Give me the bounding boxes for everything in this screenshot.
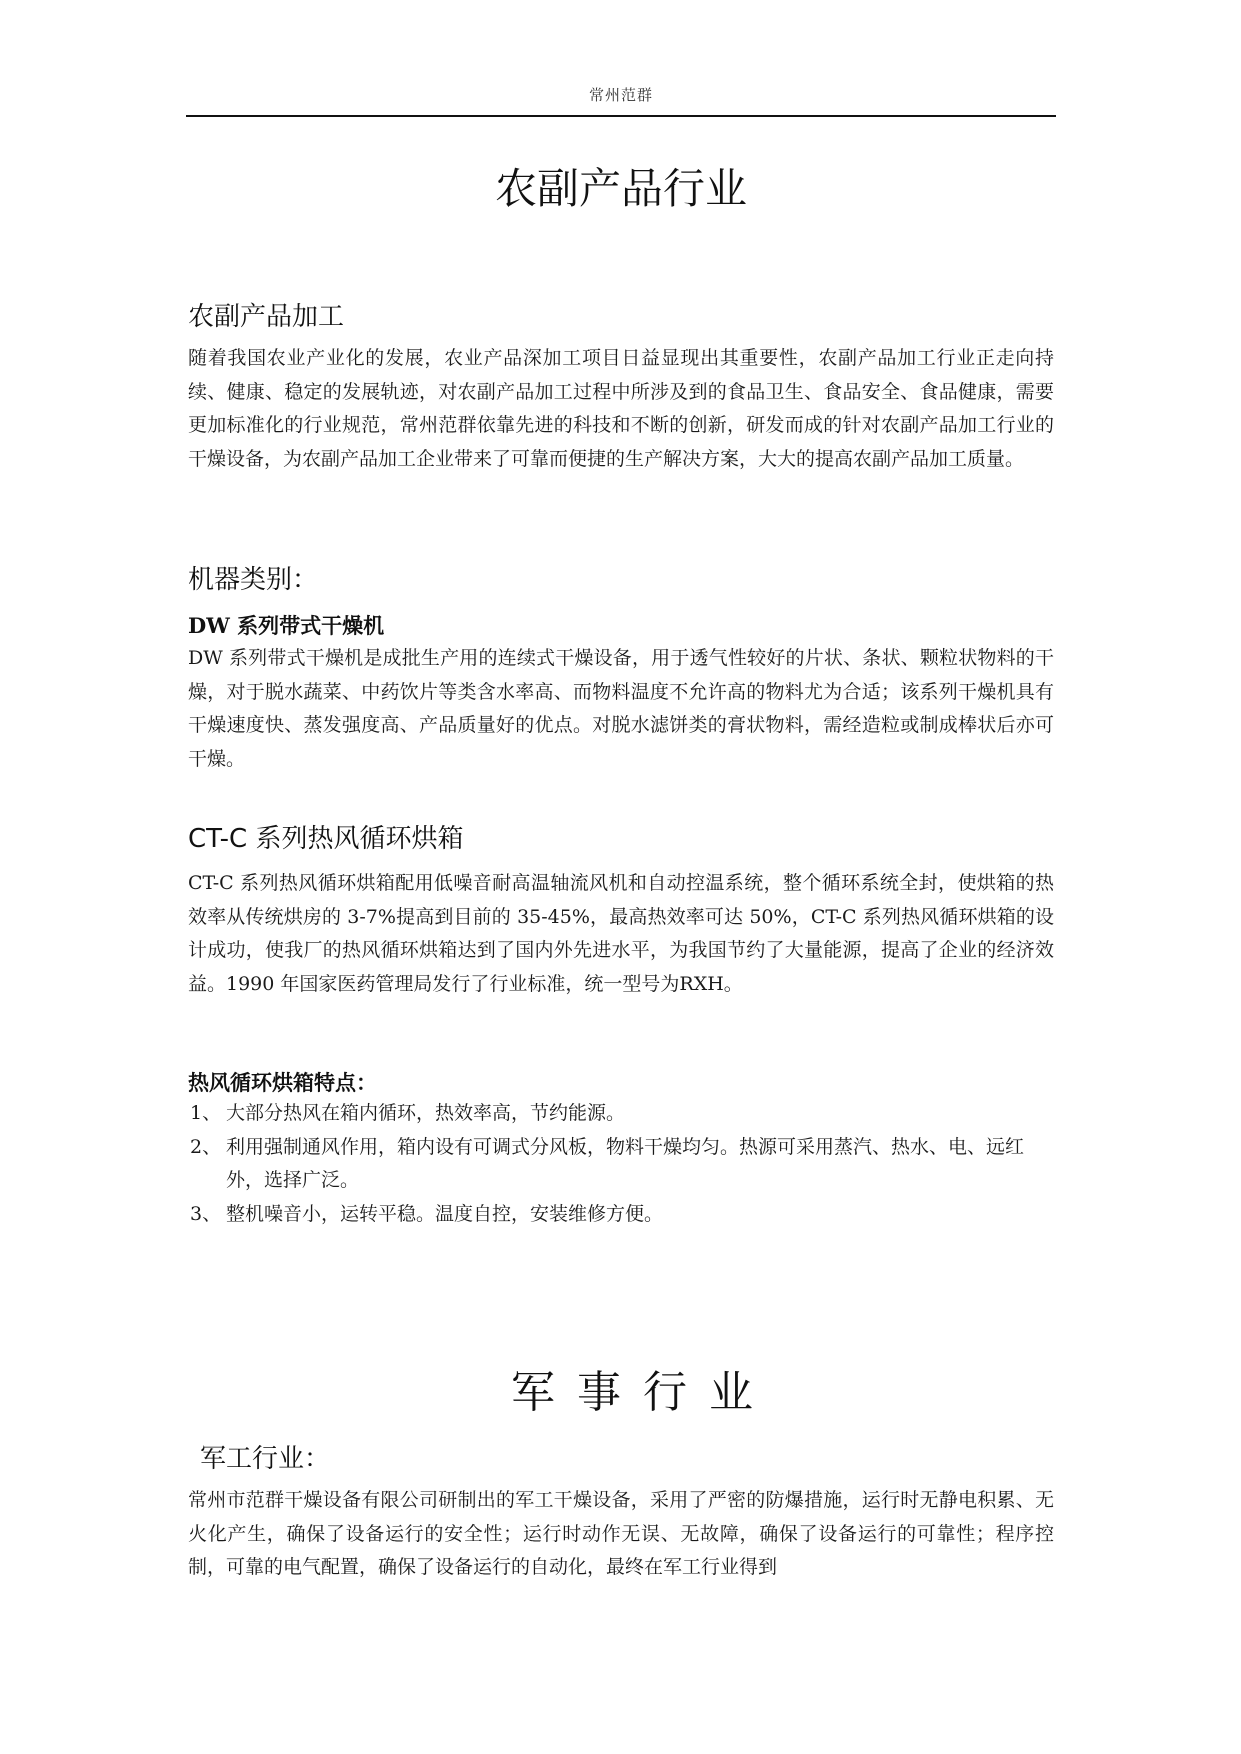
ctc-series-heading: CT-C 系列热风循环烘箱: [188, 824, 464, 854]
list-item: [190, 1097, 1056, 1131]
list-item-number: 2、: [190, 1135, 222, 1158]
list-item-text: 利用强制通风作用，箱内设有可调式分风板，物料干燥均匀。热源可采用蒸汽、热水、电、远红外，选择广泛。: [226, 1135, 1025, 1191]
agri-intro-paragraph: 随着我国农业产业化的发展，农业产品深加工项目日益显现出其重要性，农副产品加工行业正走向持续、健康、稳定的发展轨迹，对农副产品加工过程中所涉及到的食品卫生、食品安全、食品健康，需要更加标准化的行业规范，常州范群依靠先进的科技和不断的创新，研发而成的针对农副产品加工行业的干燥设备，为农副产品加工企业带来了可靠而便捷的生产解决方案，大大的提高农副产品加工质量。: [188, 347, 1054, 470]
list-item-text: 大部分热风在箱内循环，热效率高，节约能源。: [226, 1102, 626, 1124]
section-title-military: 军事行业: [511, 1367, 775, 1418]
military-paragraph: 常州市范群干燥设备有限公司研制出的军工干燥设备，采用了严密的防爆措施，运行时无静电积累、无火化产生，确保了设备运行的安全性；运行时动作无误、无故障，确保了设备运行的可靠性；程序控制，可靠的电气配置，确保了设备运行的自动化，最终在军工行业得到: [188, 1489, 1054, 1578]
running-header: 常州范群: [588, 86, 653, 104]
header-rule: [186, 115, 1056, 117]
features-heading: 热风循环烘箱特点：: [188, 1070, 377, 1095]
list-item: [190, 1131, 1056, 1198]
ctc-series-paragraph: CT-C 系列热风循环烘箱配用低噪音耐高温轴流风机和自动控温系统，整个循环系统全封，使烘箱的热效率从传统烘房的 3-7%提高到目前的 35-45%，最高热效率可达 50%，CT-C 系列热风循环烘箱的设计成功，使我厂的热风循环烘箱达到了国内外先进水平，为我国节约了大量能源，提高了企业的经济效益。1990 年国家医药管理局发行了行业标准，统一型号为RXH。: [188, 872, 1054, 995]
list-item: [190, 1198, 1056, 1232]
subsection-heading-agri-processing: 农副产品加工: [188, 302, 345, 332]
section-title-agri: 农副产品行业: [494, 164, 747, 213]
list-item-number: 1、: [190, 1102, 222, 1124]
list-item-number: 3、: [190, 1202, 222, 1225]
machine-category-heading: 机器类别：: [188, 565, 319, 595]
subsection-heading-military: 军工行业：: [200, 1444, 331, 1474]
features-list: [190, 1097, 1056, 1231]
dw-series-heading: DW 系列带式干燥机: [188, 613, 385, 638]
dw-series-paragraph: DW 系列带式干燥机是成批生产用的连续式干燥设备，用于透气性较好的片状、条状、颗粒状物料的干燥，对于脱水蔬菜、中药饮片等类含水率高、而物料温度不允许高的物料尤为合适；该系列干燥机具有干燥速度快、蒸发强度高、产品质量好的优点。对脱水滤饼类的膏状物料，需经造粒或制成棒状后亦可干燥。: [188, 647, 1054, 770]
list-item-text: 整机噪音小，运转平稳。温度自控，安装维修方便。: [226, 1202, 664, 1225]
